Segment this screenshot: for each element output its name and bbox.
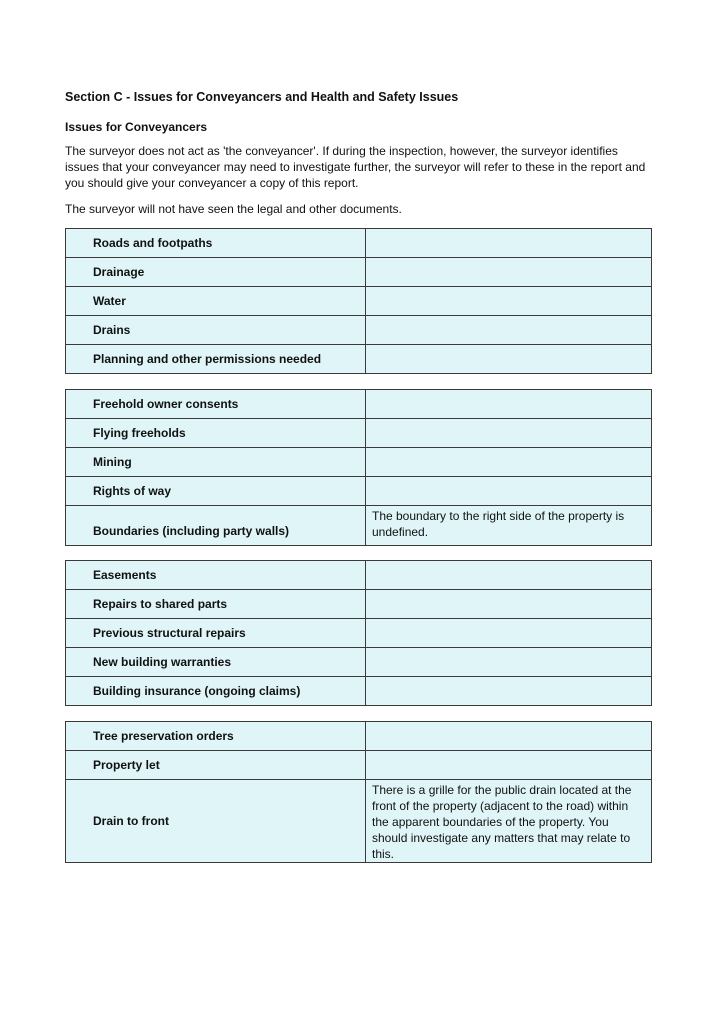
row-label: New building warranties xyxy=(66,648,366,677)
row-value xyxy=(366,258,652,287)
row-value xyxy=(366,751,652,780)
section-title: Section C - Issues for Conveyancers and Health and Safety Issues xyxy=(65,90,459,104)
row-value xyxy=(366,648,652,677)
row-value xyxy=(366,287,652,316)
table-row xyxy=(66,780,652,863)
row-value xyxy=(366,316,652,345)
table-row xyxy=(66,287,652,316)
issues-table-1 xyxy=(65,228,652,374)
row-label: Previous structural repairs xyxy=(66,619,366,648)
row-label: Rights of way xyxy=(66,477,366,506)
table-row xyxy=(66,316,652,345)
table-row xyxy=(66,448,652,477)
row-value xyxy=(366,677,652,706)
row-value xyxy=(366,477,652,506)
table-row xyxy=(66,648,652,677)
row-label: Easements xyxy=(66,561,366,590)
row-value xyxy=(366,619,652,648)
row-label: Drainage xyxy=(66,258,366,287)
table-row xyxy=(66,561,652,590)
table-row xyxy=(66,345,652,374)
issues-table-4 xyxy=(65,721,652,863)
documents-paragraph: The surveyor will not have seen the legal and other documents. xyxy=(65,202,402,216)
issues-table-3 xyxy=(65,560,652,706)
row-value: There is a grille for the public drain located at the front of the property (adjacent to the road) within the apparent boundaries of the property. You should investigate any matters that may relate to this. xyxy=(366,780,652,863)
row-value xyxy=(366,448,652,477)
row-label: Planning and other permissions needed xyxy=(66,345,366,374)
table-row xyxy=(66,390,652,419)
row-value xyxy=(366,561,652,590)
row-value xyxy=(366,390,652,419)
table-row xyxy=(66,258,652,287)
table-row xyxy=(66,477,652,506)
table-row xyxy=(66,619,652,648)
table-row xyxy=(66,590,652,619)
row-label: Water xyxy=(66,287,366,316)
row-label: Flying freeholds xyxy=(66,419,366,448)
row-label: Repairs to shared parts xyxy=(66,590,366,619)
row-value xyxy=(366,229,652,258)
intro-paragraph: The surveyor does not act as 'the conveyancer'. If during the inspection, however, the surveyor identifies issues that your conveyancer may need to investigate further, the surveyor will refer to these in the report and you should give your conveyancer a copy of this report. xyxy=(65,144,646,190)
row-value: The boundary to the right side of the property is undefined. xyxy=(366,506,652,546)
subheading: Issues for Conveyancers xyxy=(65,120,208,134)
row-value xyxy=(366,590,652,619)
row-label: Building insurance (ongoing claims) xyxy=(66,677,366,706)
table-row xyxy=(66,506,652,546)
table-row xyxy=(66,419,652,448)
table-row xyxy=(66,722,652,751)
table-row xyxy=(66,229,652,258)
issues-table-2 xyxy=(65,389,652,546)
table-row xyxy=(66,677,652,706)
row-value xyxy=(366,722,652,751)
row-label: Freehold owner consents xyxy=(66,390,366,419)
row-label: Boundaries (including party walls) xyxy=(66,506,366,546)
row-label: Property let xyxy=(66,751,366,780)
row-label: Mining xyxy=(66,448,366,477)
row-value xyxy=(366,419,652,448)
row-value xyxy=(366,345,652,374)
row-label: Tree preservation orders xyxy=(66,722,366,751)
row-label: Roads and footpaths xyxy=(66,229,366,258)
row-label: Drains xyxy=(66,316,366,345)
row-label: Drain to front xyxy=(66,780,366,863)
table-row xyxy=(66,751,652,780)
